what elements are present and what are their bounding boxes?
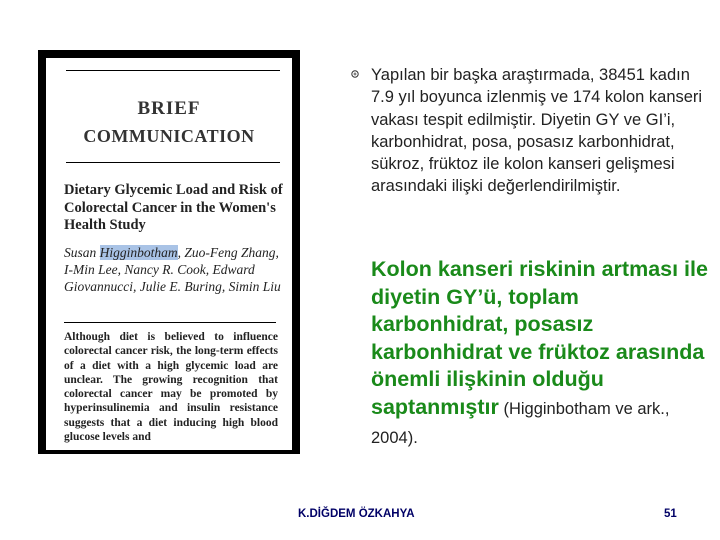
citation-text: (Higginbotham ve ark., 2004). [371, 399, 670, 447]
article-image-frame [38, 50, 300, 454]
footer-author: K.DİĞDEM ÖZKAHYA [298, 508, 415, 520]
paragraph-study: Yapılan bir başka araştırmada, 38451 kadın 7.9 yıl boyunca izlenmiş ve 174 kolon kanseri vakası tespit edilmiştir. Diyetin GY ve GI’i, karbonhidrat, posa, posasız karbonhidrat, sükroz, früktoz ile kolon kanseri gelişmesi arasındaki ilişki değerlendirilmiştir. [371, 66, 703, 196]
article-authors [64, 244, 286, 295]
paragraph-conclusion [371, 256, 716, 453]
header-rule-bottom [66, 162, 280, 163]
article-abstract: Although diet is believed to influence colorectal cancer risk, the long-term effects of a diet with a high glycemic load are unclear. The growing recognition that colorectal cancer may be promoted by hyperinsulinemia and insulin resistance suggests that a diet inducing high blood glucose levels and [64, 331, 278, 444]
article-title: Dietary Glycemic Load and Risk of Colorectal Cancer in the Women's Health Study [64, 182, 283, 233]
article-image [46, 58, 292, 450]
highlighted-author: Higginbotham [99, 245, 178, 260]
footer-page-number: 51 [664, 508, 677, 520]
header-rule-top [66, 70, 280, 71]
author-prefix: Susan [64, 245, 100, 260]
article-header-line1: BRIEF [137, 98, 201, 119]
author-rest: , Zuo-Feng Zhang, I-Min Lee, Nancy R. Cook, Edward Giovannucci, Julie E. Buring, Simin Liu [64, 245, 281, 294]
bullet-icon [350, 69, 360, 79]
article-header-line2: COMMUNICATION [83, 126, 255, 146]
conclusion-bold-text: Kolon kanseri riskinin artması ile diyetin GY’ü, toplam karbonhidrat, posasız karbonhidrat ve früktoz arasında önemli ilişkinin olduğu saptanmıştır [371, 257, 708, 419]
abstract-rule [64, 322, 276, 323]
